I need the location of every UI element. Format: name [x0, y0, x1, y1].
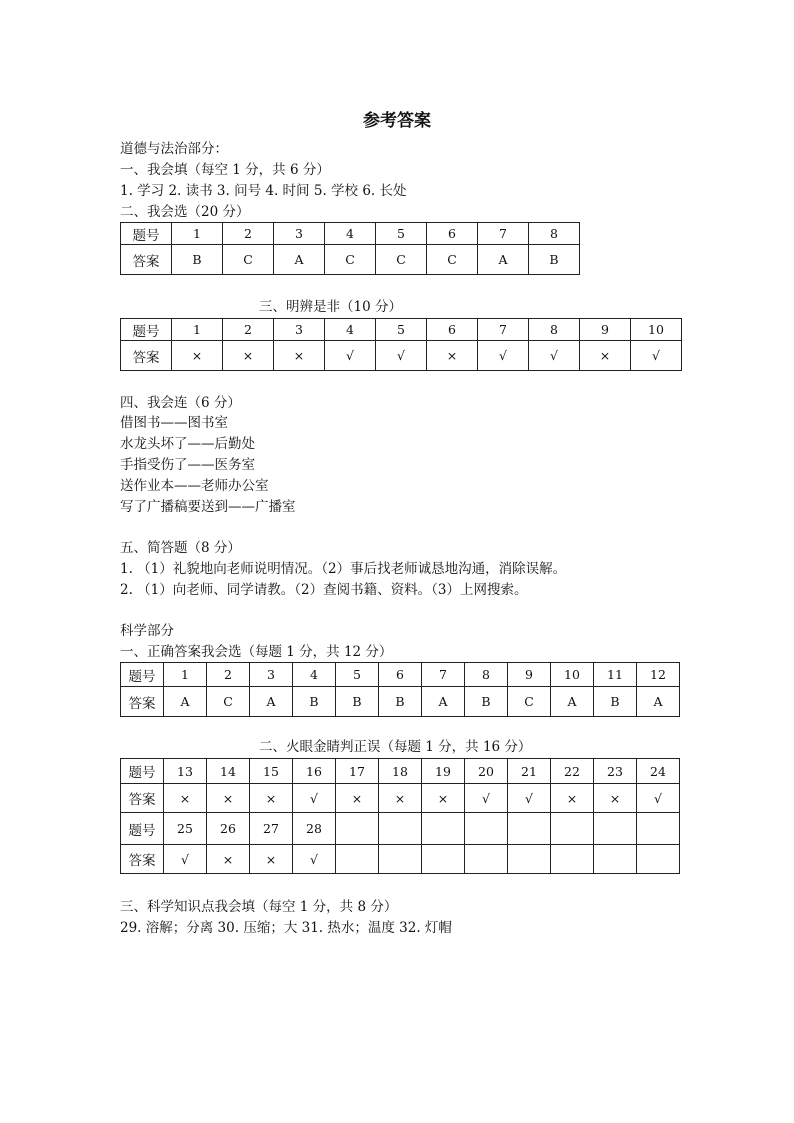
answer-cell: √ [508, 784, 551, 813]
answer-cell: B [172, 245, 223, 275]
answer-cell: √ [478, 341, 529, 371]
answer-cell: √ [293, 845, 336, 874]
row-label: 答案 [121, 687, 164, 717]
question-number-cell: 27 [250, 813, 293, 845]
answer-cell: × [172, 341, 223, 371]
row-label: 题号 [121, 319, 172, 341]
question-number-cell: 2 [223, 319, 274, 341]
question-number-cell [637, 813, 680, 845]
moral-sec4-line: 水龙头坏了——后勤处 [120, 436, 255, 452]
answer-cell [594, 845, 637, 874]
question-number-cell: 19 [422, 759, 465, 784]
answer-cell: × [207, 784, 250, 813]
table-row [121, 784, 680, 813]
answer-cell: C [508, 687, 551, 717]
science-heading: 科学部分 [120, 623, 174, 639]
moral-sec2-table [120, 222, 580, 275]
question-number-cell: 12 [637, 663, 680, 687]
table-row [121, 245, 580, 275]
answer-cell: × [580, 341, 631, 371]
question-number-cell: 22 [551, 759, 594, 784]
science-sec3-title: 三、科学知识点我会填（每空 1 分，共 8 分） [120, 899, 398, 915]
answer-cell: C [376, 245, 427, 275]
page-title: 参考答案 [363, 111, 431, 131]
question-number-cell: 1 [172, 223, 223, 245]
answer-cell: × [422, 784, 465, 813]
question-number-cell: 7 [422, 663, 465, 687]
answer-cell: × [207, 845, 250, 874]
answer-cell: B [465, 687, 508, 717]
moral-sec4-line: 手指受伤了——医务室 [120, 457, 255, 473]
answer-cell: C [207, 687, 250, 717]
moral-sec4-line: 送作业本——老师办公室 [120, 478, 269, 494]
answer-cell: C [325, 245, 376, 275]
question-number-cell: 4 [325, 319, 376, 341]
question-number-cell: 11 [594, 663, 637, 687]
row-label: 题号 [121, 813, 164, 845]
answer-cell: A [274, 245, 325, 275]
row-label: 答案 [121, 341, 172, 371]
answer-cell: × [250, 784, 293, 813]
moral-sec3-table [120, 318, 682, 371]
question-number-cell [551, 813, 594, 845]
answer-cell: √ [376, 341, 427, 371]
table-row [121, 845, 680, 874]
question-number-cell: 4 [325, 223, 376, 245]
answer-cell: A [164, 687, 207, 717]
moral-sec4-line: 写了广播稿要送到——广播室 [120, 499, 296, 515]
moral-sec5-line: 2. （1）向老师、同学请教。（2）查阅书籍、资料。（3）上网搜索。 [120, 582, 528, 598]
moral-sec5-line: 1. （1）礼貌地向老师说明情况。（2）事后找老师诚恳地沟通，消除误解。 [120, 561, 567, 577]
table-row [121, 223, 580, 245]
answer-cell [422, 845, 465, 874]
question-number-cell: 6 [427, 319, 478, 341]
question-number-cell: 2 [223, 223, 274, 245]
question-number-cell: 7 [478, 223, 529, 245]
moral-sec5-title: 五、简答题（8 分） [120, 540, 241, 556]
row-label: 答案 [121, 845, 164, 874]
question-number-cell: 3 [274, 319, 325, 341]
answer-cell: C [427, 245, 478, 275]
question-number-cell: 9 [580, 319, 631, 341]
answer-cell: A [478, 245, 529, 275]
answer-cell [336, 845, 379, 874]
science-sec1-table [120, 662, 680, 717]
question-number-cell: 3 [274, 223, 325, 245]
answer-cell: √ [529, 341, 580, 371]
answer-cell: × [594, 784, 637, 813]
question-number-cell: 20 [465, 759, 508, 784]
question-number-cell [594, 813, 637, 845]
answer-cell: A [551, 687, 594, 717]
answer-cell: C [223, 245, 274, 275]
question-number-cell [465, 813, 508, 845]
answer-cell: × [427, 341, 478, 371]
answer-cell: × [164, 784, 207, 813]
question-number-cell: 7 [478, 319, 529, 341]
question-number-cell: 26 [207, 813, 250, 845]
question-number-cell [336, 813, 379, 845]
answer-cell: × [379, 784, 422, 813]
answer-cell: × [250, 845, 293, 874]
answer-cell: × [274, 341, 325, 371]
answer-cell: B [379, 687, 422, 717]
answer-cell: √ [465, 784, 508, 813]
row-label: 答案 [121, 784, 164, 813]
question-number-cell: 1 [172, 319, 223, 341]
question-number-cell: 16 [293, 759, 336, 784]
science-sec3-answers: 29. 溶解；分离 30. 压缩；大 31. 热水；温度 32. 灯帽 [120, 920, 452, 936]
question-number-cell: 6 [379, 663, 422, 687]
question-number-cell: 8 [529, 319, 580, 341]
question-number-cell: 21 [508, 759, 551, 784]
answer-cell: √ [637, 784, 680, 813]
answer-cell [551, 845, 594, 874]
row-label: 题号 [121, 223, 172, 245]
question-number-cell: 15 [250, 759, 293, 784]
answer-cell [379, 845, 422, 874]
answer-cell: √ [164, 845, 207, 874]
question-number-cell: 18 [379, 759, 422, 784]
answer-cell [637, 845, 680, 874]
question-number-cell: 13 [164, 759, 207, 784]
answer-cell: A [250, 687, 293, 717]
question-number-cell: 24 [637, 759, 680, 784]
table-row [121, 687, 680, 717]
moral-sec3-title: 三、明辨是非（10 分） [259, 299, 402, 315]
question-number-cell [379, 813, 422, 845]
answer-cell: B [529, 245, 580, 275]
question-number-cell: 3 [250, 663, 293, 687]
question-number-cell: 10 [551, 663, 594, 687]
question-number-cell: 28 [293, 813, 336, 845]
answer-cell: √ [325, 341, 376, 371]
question-number-cell: 14 [207, 759, 250, 784]
answer-cell: B [293, 687, 336, 717]
question-number-cell: 25 [164, 813, 207, 845]
answer-cell [508, 845, 551, 874]
moral-sec4-line: 借图书——图书室 [120, 415, 228, 431]
answer-cell: √ [293, 784, 336, 813]
question-number-cell [422, 813, 465, 845]
row-label: 题号 [121, 759, 164, 784]
answer-cell [465, 845, 508, 874]
moral-sec1-title: 一、我会填（每空 1 分，共 6 分） [120, 162, 330, 178]
moral-sec1-answers: 1. 学习 2. 读书 3. 问号 4. 时间 5. 学校 6. 长处 [120, 183, 407, 199]
answer-cell: √ [631, 341, 682, 371]
row-label: 答案 [121, 245, 172, 275]
question-number-cell: 8 [465, 663, 508, 687]
moral-sec4-title: 四、我会连（6 分） [120, 395, 241, 411]
science-sec2-title: 二、火眼金睛判正误（每题 1 分，共 16 分） [259, 739, 532, 755]
table-row [121, 663, 680, 687]
answer-cell: B [594, 687, 637, 717]
question-number-cell: 23 [594, 759, 637, 784]
question-number-cell: 9 [508, 663, 551, 687]
science-sec1-title: 一、正确答案我会选（每题 1 分，共 12 分） [120, 644, 393, 660]
moral-sec2-title: 二、我会选（20 分） [120, 204, 250, 220]
row-label: 题号 [121, 663, 164, 687]
answer-cell: B [336, 687, 379, 717]
question-number-cell [508, 813, 551, 845]
question-number-cell: 4 [293, 663, 336, 687]
table-row [121, 759, 680, 784]
question-number-cell: 10 [631, 319, 682, 341]
moral-heading: 道德与法治部分： [120, 141, 228, 157]
table-row [121, 813, 680, 845]
answer-cell: A [422, 687, 465, 717]
table-row [121, 341, 682, 371]
answer-cell: × [551, 784, 594, 813]
question-number-cell: 17 [336, 759, 379, 784]
science-sec2-table [120, 758, 680, 874]
table-row [121, 319, 682, 341]
question-number-cell: 6 [427, 223, 478, 245]
question-number-cell: 5 [376, 223, 427, 245]
question-number-cell: 2 [207, 663, 250, 687]
question-number-cell: 8 [529, 223, 580, 245]
answer-cell: × [336, 784, 379, 813]
answer-cell: A [637, 687, 680, 717]
answer-cell: × [223, 341, 274, 371]
question-number-cell: 1 [164, 663, 207, 687]
question-number-cell: 5 [336, 663, 379, 687]
question-number-cell: 5 [376, 319, 427, 341]
